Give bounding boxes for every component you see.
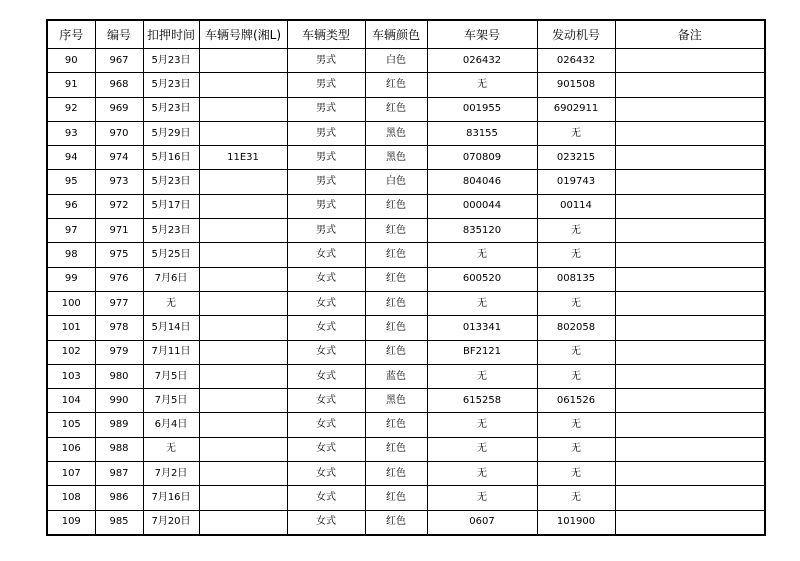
cell-vehicle-type: 男式 [287, 194, 365, 218]
cell-plate-number [199, 194, 287, 218]
cell-engine-number: 026432 [537, 49, 615, 73]
cell-vehicle-type: 女式 [287, 291, 365, 315]
cell-detention-date: 5月23日 [143, 170, 199, 194]
cell-frame-number: 013341 [427, 316, 537, 340]
cell-vehicle-color: 红色 [365, 437, 427, 461]
cell-index: 101 [47, 316, 95, 340]
table-row [47, 340, 765, 364]
cell-engine-number: 061526 [537, 389, 615, 413]
table-row [47, 510, 765, 535]
cell-engine-number: 101900 [537, 510, 615, 535]
cell-index: 99 [47, 267, 95, 291]
cell-vehicle-color: 蓝色 [365, 364, 427, 388]
cell-plate-number [199, 437, 287, 461]
table-row [47, 413, 765, 437]
cell-remarks [615, 316, 765, 340]
cell-engine-number: 6902911 [537, 97, 615, 121]
table-row [47, 243, 765, 267]
cell-vehicle-type: 男式 [287, 146, 365, 170]
cell-frame-number: 0607 [427, 510, 537, 535]
cell-detention-date: 5月17日 [143, 194, 199, 218]
cell-frame-number: 000044 [427, 194, 537, 218]
cell-vehicle-type: 女式 [287, 389, 365, 413]
cell-detention-date: 5月14日 [143, 316, 199, 340]
cell-index: 96 [47, 194, 95, 218]
cell-frame-number: 无 [427, 291, 537, 315]
cell-number: 974 [95, 146, 143, 170]
vehicle-detention-sheet [46, 19, 764, 536]
cell-detention-date: 7月2日 [143, 462, 199, 486]
cell-plate-number [199, 291, 287, 315]
cell-number: 979 [95, 340, 143, 364]
cell-remarks [615, 243, 765, 267]
cell-detention-date: 5月29日 [143, 121, 199, 145]
table-row [47, 486, 765, 510]
cell-frame-number: 026432 [427, 49, 537, 73]
cell-vehicle-type: 女式 [287, 364, 365, 388]
cell-vehicle-type: 男式 [287, 121, 365, 145]
table-row [47, 121, 765, 145]
cell-remarks [615, 73, 765, 97]
cell-frame-number: 无 [427, 462, 537, 486]
cell-number: 971 [95, 219, 143, 243]
cell-detention-date: 7月5日 [143, 364, 199, 388]
cell-detention-date: 5月23日 [143, 49, 199, 73]
cell-vehicle-type: 男式 [287, 219, 365, 243]
cell-index: 103 [47, 364, 95, 388]
cell-detention-date: 无 [143, 291, 199, 315]
cell-number: 975 [95, 243, 143, 267]
cell-engine-number: 无 [537, 486, 615, 510]
column-header-remarks: 备注 [615, 20, 765, 49]
cell-detention-date: 7月6日 [143, 267, 199, 291]
column-header-index: 序号 [47, 20, 95, 49]
cell-plate-number [199, 316, 287, 340]
cell-plate-number [199, 97, 287, 121]
cell-plate-number [199, 267, 287, 291]
cell-number: 989 [95, 413, 143, 437]
cell-detention-date: 5月23日 [143, 73, 199, 97]
cell-number: 976 [95, 267, 143, 291]
cell-remarks [615, 510, 765, 535]
cell-remarks [615, 413, 765, 437]
cell-vehicle-type: 女式 [287, 437, 365, 461]
cell-plate-number: 11E31 [199, 146, 287, 170]
cell-index: 94 [47, 146, 95, 170]
cell-vehicle-type: 女式 [287, 243, 365, 267]
cell-detention-date: 5月23日 [143, 219, 199, 243]
cell-index: 106 [47, 437, 95, 461]
cell-engine-number: 无 [537, 219, 615, 243]
column-header-vehicle-type: 车辆类型 [287, 20, 365, 49]
cell-vehicle-type: 女式 [287, 413, 365, 437]
cell-engine-number: 无 [537, 291, 615, 315]
cell-frame-number: 无 [427, 73, 537, 97]
table-row [47, 97, 765, 121]
cell-remarks [615, 170, 765, 194]
cell-index: 109 [47, 510, 95, 535]
cell-vehicle-color: 黑色 [365, 146, 427, 170]
table-row [47, 73, 765, 97]
cell-vehicle-type: 女式 [287, 486, 365, 510]
cell-vehicle-type: 女式 [287, 267, 365, 291]
table-row [47, 194, 765, 218]
cell-index: 104 [47, 389, 95, 413]
cell-number: 990 [95, 389, 143, 413]
cell-remarks [615, 462, 765, 486]
cell-vehicle-color: 白色 [365, 49, 427, 73]
cell-plate-number [199, 243, 287, 267]
cell-remarks [615, 146, 765, 170]
cell-index: 98 [47, 243, 95, 267]
cell-index: 108 [47, 486, 95, 510]
cell-number: 973 [95, 170, 143, 194]
cell-vehicle-type: 女式 [287, 510, 365, 535]
cell-vehicle-type: 女式 [287, 462, 365, 486]
table-row [47, 219, 765, 243]
cell-vehicle-color: 红色 [365, 486, 427, 510]
cell-vehicle-color: 红色 [365, 97, 427, 121]
cell-engine-number: 901508 [537, 73, 615, 97]
cell-frame-number: BF2121 [427, 340, 537, 364]
cell-plate-number [199, 170, 287, 194]
cell-frame-number: 无 [427, 243, 537, 267]
cell-frame-number: 600520 [427, 267, 537, 291]
cell-vehicle-color: 红色 [365, 291, 427, 315]
cell-remarks [615, 121, 765, 145]
cell-plate-number [199, 219, 287, 243]
column-header-detention-date: 扣押时间 [143, 20, 199, 49]
cell-index: 93 [47, 121, 95, 145]
cell-frame-number: 804046 [427, 170, 537, 194]
table-row [47, 437, 765, 461]
cell-remarks [615, 437, 765, 461]
cell-plate-number [199, 49, 287, 73]
cell-vehicle-color: 红色 [365, 73, 427, 97]
cell-number: 985 [95, 510, 143, 535]
cell-detention-date: 7月16日 [143, 486, 199, 510]
cell-number: 969 [95, 97, 143, 121]
vehicle-table [46, 19, 766, 536]
cell-vehicle-color: 红色 [365, 340, 427, 364]
cell-engine-number: 无 [537, 462, 615, 486]
cell-frame-number: 无 [427, 413, 537, 437]
cell-number: 978 [95, 316, 143, 340]
cell-index: 107 [47, 462, 95, 486]
cell-plate-number [199, 340, 287, 364]
cell-vehicle-type: 女式 [287, 316, 365, 340]
cell-engine-number: 无 [537, 243, 615, 267]
cell-engine-number: 无 [537, 121, 615, 145]
cell-detention-date: 无 [143, 437, 199, 461]
table-header [47, 20, 765, 49]
cell-detention-date: 7月5日 [143, 389, 199, 413]
cell-remarks [615, 364, 765, 388]
cell-number: 967 [95, 49, 143, 73]
cell-frame-number: 无 [427, 486, 537, 510]
cell-remarks [615, 97, 765, 121]
cell-plate-number [199, 413, 287, 437]
cell-number: 987 [95, 462, 143, 486]
table-row [47, 462, 765, 486]
cell-number: 970 [95, 121, 143, 145]
cell-index: 100 [47, 291, 95, 315]
cell-index: 91 [47, 73, 95, 97]
cell-vehicle-color: 白色 [365, 170, 427, 194]
table-row [47, 364, 765, 388]
cell-engine-number: 00114 [537, 194, 615, 218]
cell-detention-date: 5月23日 [143, 97, 199, 121]
cell-remarks [615, 219, 765, 243]
cell-remarks [615, 389, 765, 413]
cell-frame-number: 835120 [427, 219, 537, 243]
cell-engine-number: 无 [537, 437, 615, 461]
column-header-number: 编号 [95, 20, 143, 49]
cell-index: 90 [47, 49, 95, 73]
cell-vehicle-color: 黑色 [365, 121, 427, 145]
cell-vehicle-type: 男式 [287, 73, 365, 97]
cell-remarks [615, 340, 765, 364]
cell-remarks [615, 267, 765, 291]
cell-vehicle-color: 红色 [365, 267, 427, 291]
cell-vehicle-color: 红色 [365, 510, 427, 535]
cell-number: 972 [95, 194, 143, 218]
cell-engine-number: 008135 [537, 267, 615, 291]
cell-vehicle-color: 红色 [365, 219, 427, 243]
cell-number: 988 [95, 437, 143, 461]
cell-number: 977 [95, 291, 143, 315]
cell-engine-number: 无 [537, 364, 615, 388]
cell-vehicle-color: 红色 [365, 316, 427, 340]
cell-frame-number: 001955 [427, 97, 537, 121]
cell-remarks [615, 486, 765, 510]
cell-plate-number [199, 510, 287, 535]
table-row [47, 146, 765, 170]
cell-detention-date: 6月4日 [143, 413, 199, 437]
cell-index: 105 [47, 413, 95, 437]
table-body [47, 49, 765, 535]
cell-index: 92 [47, 97, 95, 121]
cell-index: 102 [47, 340, 95, 364]
cell-vehicle-color: 黑色 [365, 389, 427, 413]
column-header-frame-number: 车架号 [427, 20, 537, 49]
cell-vehicle-type: 男式 [287, 97, 365, 121]
table-row [47, 170, 765, 194]
table-row [47, 389, 765, 413]
cell-plate-number [199, 462, 287, 486]
cell-engine-number: 023215 [537, 146, 615, 170]
table-row [47, 316, 765, 340]
cell-plate-number [199, 121, 287, 145]
cell-plate-number [199, 486, 287, 510]
cell-frame-number: 无 [427, 437, 537, 461]
cell-detention-date: 7月11日 [143, 340, 199, 364]
column-header-engine-number: 发动机号 [537, 20, 615, 49]
cell-vehicle-type: 男式 [287, 170, 365, 194]
cell-detention-date: 5月16日 [143, 146, 199, 170]
cell-frame-number: 615258 [427, 389, 537, 413]
cell-vehicle-color: 红色 [365, 194, 427, 218]
cell-number: 980 [95, 364, 143, 388]
cell-frame-number: 070809 [427, 146, 537, 170]
cell-vehicle-color: 红色 [365, 413, 427, 437]
table-row [47, 267, 765, 291]
cell-vehicle-color: 红色 [365, 462, 427, 486]
cell-plate-number [199, 389, 287, 413]
table-row [47, 291, 765, 315]
cell-plate-number [199, 73, 287, 97]
cell-remarks [615, 194, 765, 218]
column-header-plate-number: 车辆号牌(湘L) [199, 20, 287, 49]
header-row [47, 20, 765, 49]
cell-remarks [615, 291, 765, 315]
cell-detention-date: 7月20日 [143, 510, 199, 535]
cell-number: 968 [95, 73, 143, 97]
cell-index: 95 [47, 170, 95, 194]
cell-number: 986 [95, 486, 143, 510]
cell-plate-number [199, 364, 287, 388]
cell-frame-number: 83155 [427, 121, 537, 145]
column-header-vehicle-color: 车辆颜色 [365, 20, 427, 49]
table-row [47, 49, 765, 73]
cell-vehicle-color: 红色 [365, 243, 427, 267]
cell-engine-number: 019743 [537, 170, 615, 194]
cell-detention-date: 5月25日 [143, 243, 199, 267]
cell-vehicle-type: 男式 [287, 49, 365, 73]
cell-frame-number: 无 [427, 364, 537, 388]
cell-vehicle-type: 女式 [287, 340, 365, 364]
cell-remarks [615, 49, 765, 73]
cell-engine-number: 802058 [537, 316, 615, 340]
cell-index: 97 [47, 219, 95, 243]
cell-engine-number: 无 [537, 340, 615, 364]
cell-engine-number: 无 [537, 413, 615, 437]
